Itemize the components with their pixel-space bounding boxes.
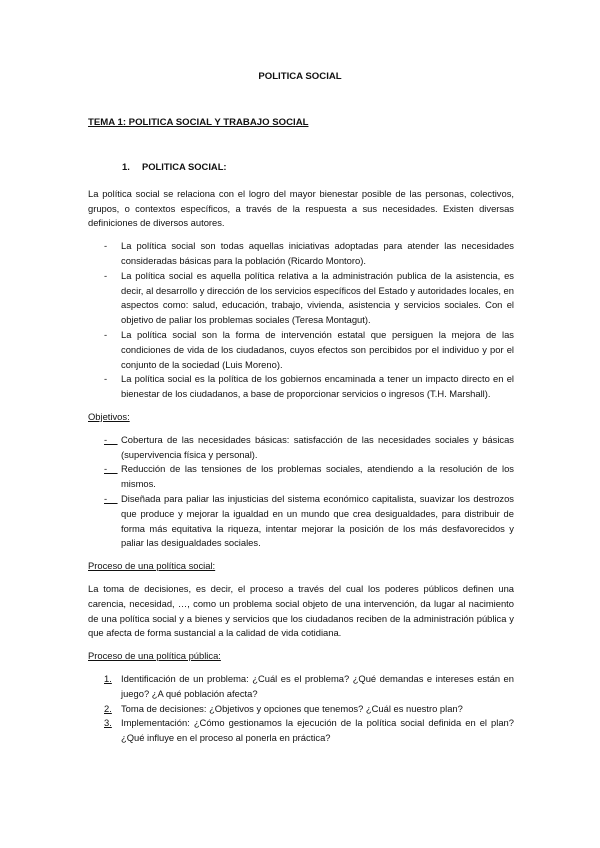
list-item-number: 2.: [104, 702, 112, 714]
list-item-text: Cobertura de las necesidades básicas: satisfacción de las necesidades sociales y básicas (supervivencia física y personal).: [121, 433, 514, 460]
list-item-text: La política social es aquella política relativa a la administración publica de la asistencia, es decir, al desarrollo y dirección de los servicios específicos del Estado y autoridades locales, en aspectos como: salud, educación, trabajo, vivienda, asistencia y servicios sociales. Con el objetivo de paliar los problemas sociales (Teresa Montagut).: [121, 269, 514, 326]
list-item: - La política social es aquella política relativa a la administración publica de la asistencia, es decir, al desarrollo y dirección de los servicios específicos del Estado y autoridades locales, en aspectos como: salud, educación, trabajo, vivienda, asistencia y servicios sociales. Con el objetivo de paliar los problemas sociales (Teresa Montagut).: [104, 269, 514, 326]
list-item-text: Identificación de un problema: ¿Cuál es el problema? ¿Qué demandas e intereses están en juego? ¿A qué población afecta?: [121, 672, 514, 699]
list-item: - Cobertura de las necesidades básicas: satisfacción de las necesidades sociales y básicas (supervivencia física y personal).: [104, 433, 514, 460]
list-item-text: Reducción de las tensiones de los problemas sociales, atendiendo a la resolución de los mismos.: [121, 463, 514, 490]
document-body: [88, 160, 514, 754]
list-item: [88, 672, 514, 702]
list-item-text: Toma de decisiones: ¿Objetivos y opciones que tenemos? ¿Cuál es nuestro plan?: [121, 702, 463, 714]
proceso-social-paragraph: La toma de decisiones, es decir, el proceso a través del cual los poderes públicos definen una carencia, necesidad, …, como un problema social objeto de una intervención, da lugar al nacimiento de una política social y a bienes y servicios que los ciudadanos reciben de la administración pública y que afecta de forma sustancial a la calidad de vida cotidiana.: [88, 582, 514, 639]
list-item-number: 3.: [104, 717, 112, 729]
objetivos-list: [88, 433, 514, 551]
list-item-text: La política social son todas aquellas iniciativas adoptadas para atender las necesidades consideradas básicas para la población (Ricardo Montoro).: [121, 240, 514, 266]
list-item-text: La política social es la política de los gobiernos encaminada a tener un impacto directo en el bienestar de los ciudadanos, a base de proporcionar servicios o ingresos (T.H. Marshall).: [121, 373, 514, 400]
list-item: - Reducción de las tensiones de los problemas sociales, atendiendo a la resolución de los mismos.: [104, 463, 514, 490]
definitions-list: [88, 239, 514, 402]
intro-paragraph: La política social se relaciona con el logro del mayor bienestar posible de las personas, colectivos, grupos, o contextos específicos, a través de la respuesta a sus necesidades. Existen diversas definiciones de diversos autores.: [88, 187, 514, 229]
list-item-text: Implementación: ¿Cómo gestionamos la ejecución de la política social definida en el plan? ¿Qué influye en el proceso al ponerla en práctica?: [121, 717, 514, 744]
section-heading: [122, 160, 514, 175]
objetivos-heading: Objetivos:: [88, 410, 130, 422]
list-item: - La política social son la forma de intervención estatal que persiguen la mejora de las condiciones de vida de los ciudadanos, cuyos efectos son percibidos por el individuo y por el conjunto de la sociedad (Luis Moreno).: [104, 328, 514, 370]
document-title: POLITICA SOCIAL: [258, 71, 342, 82]
topic-heading: TEMA 1: POLITICA SOCIAL Y TRABAJO SOCIAL: [88, 117, 309, 128]
proceso-social-heading: Proceso de una política social:: [88, 560, 216, 572]
list-item: [88, 702, 514, 717]
list-item: [88, 716, 514, 746]
list-item-number: 1.: [104, 672, 112, 684]
proceso-publica-list: [88, 672, 514, 746]
list-item-text: La política social son la forma de intervención estatal que persiguen la mejora de las condiciones de vida de los ciudadanos, cuyos efectos son percibidos por el individuo y por el conjunto de la sociedad (Luis Moreno).: [121, 328, 514, 370]
section-number: 1.: [122, 161, 130, 172]
list-item: - Diseñada para paliar las injusticias del sistema económico capitalista, suavizar los destrozos que produce y mejorar la igualdad en un mundo que crea desigualdades, para distribuir de forma más equitativa la riqueza, intentar mejorar la posición de los más desfavorecidos y paliar las desigualdades sociales.: [104, 492, 514, 549]
section-title: POLITICA SOCIAL:: [142, 161, 227, 172]
proceso-publica-heading: Proceso de una política pública:: [88, 650, 221, 662]
list-item: - La política social es la política de los gobiernos encaminada a tener un impacto directo en el bienestar de los ciudadanos, a base de proporcionar servicios o ingresos (T.H. Marshall).: [104, 373, 514, 400]
list-item: - La política social son todas aquellas iniciativas adoptadas para atender las necesidades consideradas básicas para la población (Ricardo Montoro).: [104, 240, 514, 266]
list-item-text: Diseñada para paliar las injusticias del sistema económico capitalista, suavizar los destrozos que produce y mejorar la igualdad en un mundo que crea desigualdades, para distribuir de forma más equitativa la riqueza, intentar mejorar la posición de los más desfavorecidos y paliar las desigualdades sociales.: [121, 492, 514, 549]
